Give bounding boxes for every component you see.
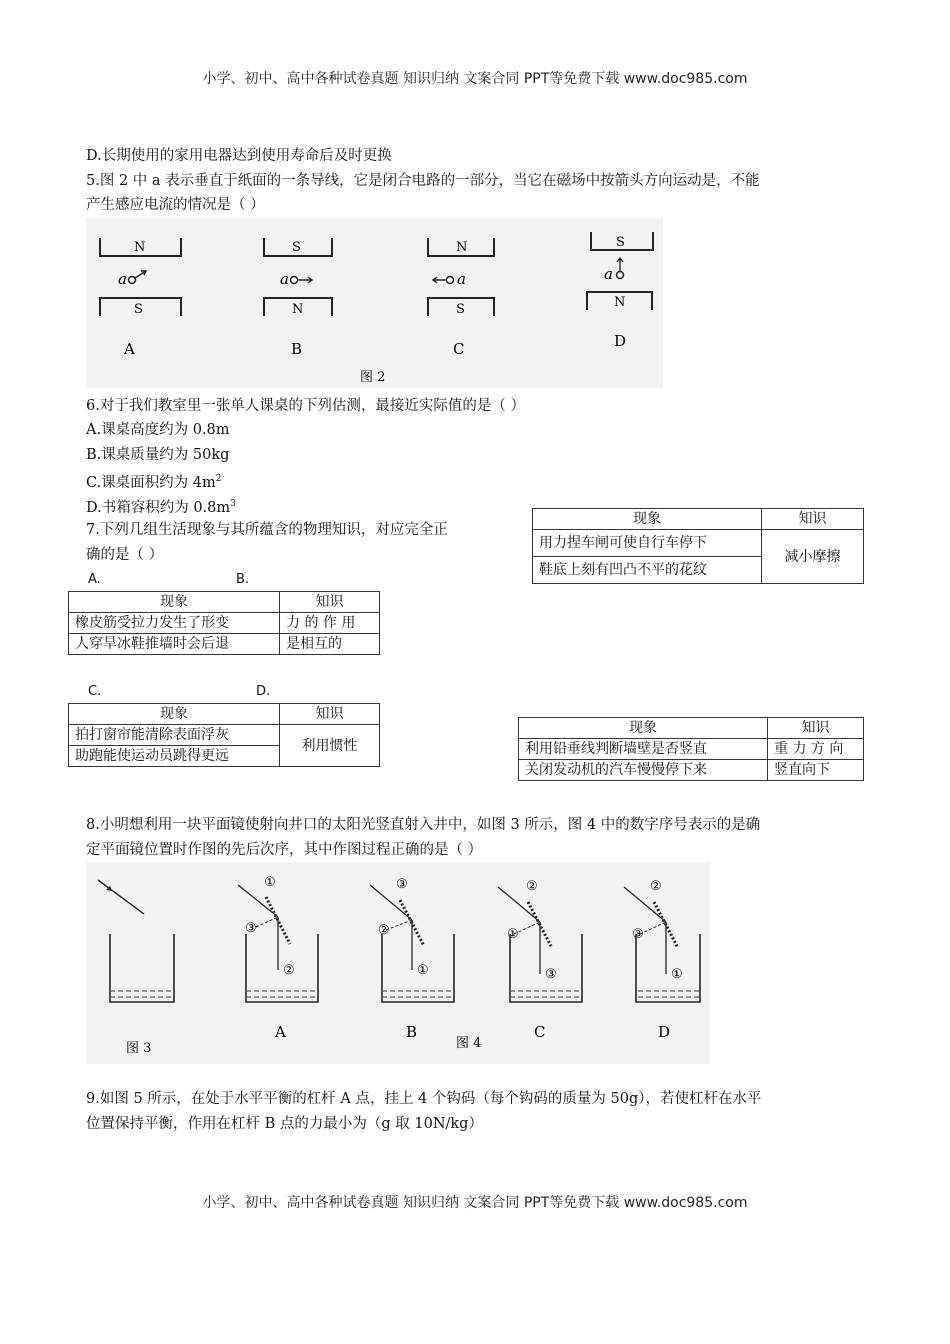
q4-option-d: D.长期使用的家用电器达到使用寿命后及时更换 bbox=[86, 148, 392, 164]
figure-3-4 bbox=[86, 862, 710, 1064]
fig2-c-wire-label: a bbox=[457, 270, 466, 288]
table-b-row2: 人穿旱冰鞋推墙时会后退 bbox=[69, 634, 280, 655]
q7-label-b: B. bbox=[236, 572, 250, 587]
q6-option-c-sup: 2 bbox=[215, 474, 222, 484]
q7-table-a bbox=[532, 508, 864, 584]
q6-option-d bbox=[86, 494, 236, 518]
table-b-row1: 橡皮筋受拉力发生了形变 bbox=[69, 613, 280, 634]
fig4-d-label: D bbox=[658, 1023, 671, 1041]
fig4-c-reflect-number: ③ bbox=[545, 967, 557, 982]
q7-table-d bbox=[518, 717, 864, 781]
table-c-row1: 拍打窗帘能清除表面浮灰 bbox=[69, 725, 280, 746]
fig2-d-top-pole: S bbox=[616, 235, 625, 250]
page-footer: 小学、初中、高中各种试卷真题 知识归纳 文案合同 PPT等免费下载 www.doc985.com bbox=[202, 1195, 748, 1211]
fig4-b-label: B bbox=[406, 1023, 418, 1041]
fig2-d-bottom-pole: N bbox=[614, 295, 626, 310]
table-d-row1: 利用铅垂线判断墙壁是否竖直 bbox=[519, 739, 768, 760]
q6-option-d-text: D.书箱容积约为 0.8m bbox=[86, 499, 231, 516]
fig4-a-reflect-number: ② bbox=[283, 963, 295, 978]
table-d-knowledge-1: 重 力 方 向 bbox=[768, 739, 864, 760]
fig2-c-top-pole: N bbox=[456, 240, 468, 255]
fig2-b-bottom-pole: N bbox=[292, 302, 304, 317]
fig4-panel-b bbox=[370, 877, 454, 1041]
fig2-a-wire bbox=[129, 277, 136, 284]
table-c-knowledge: 利用惯性 bbox=[280, 725, 380, 767]
fig2-panel-d bbox=[587, 232, 653, 350]
table-d-header-knowledge: 知识 bbox=[768, 718, 864, 739]
fig2-b-wire bbox=[291, 277, 298, 284]
page-header: 小学、初中、高中各种试卷真题 知识归纳 文案合同 PPT等免费下载 www.doc985.com bbox=[202, 71, 748, 87]
fig3-well bbox=[98, 880, 174, 1056]
fig4-panel-c bbox=[498, 879, 582, 1041]
table-a-header-phenomenon: 现象 bbox=[533, 509, 762, 530]
fig2-c-arrow-icon bbox=[433, 277, 446, 283]
q9-stem-line1: 9.如图 5 所示，在处于水平平衡的杠杆 A 点，挂上 4 个钩码（每个钩码的质量为 50g），若使杠杆在水平 bbox=[86, 1091, 762, 1107]
fig2-b-arrow-icon bbox=[298, 277, 312, 283]
fig4-d-reflect-number: ① bbox=[671, 967, 683, 982]
fig4-a-label: A bbox=[275, 1023, 286, 1041]
table-a-row1: 用力捏车闸可使自行车停下 bbox=[533, 530, 762, 557]
table-a-row2: 鞋底上刻有凹凸不平的花纹 bbox=[533, 557, 762, 584]
q7-stem-line2: 确的是（ ） bbox=[86, 547, 164, 563]
fig4-c-ray-number: ② bbox=[526, 879, 538, 894]
fig2-c-wire bbox=[447, 277, 454, 284]
table-a-header-knowledge: 知识 bbox=[762, 509, 864, 530]
q6-stem: 6.对于我们教室里一张单人课桌的下列估测，最接近实际值的是（ ） bbox=[86, 398, 525, 414]
fig2-d-wire bbox=[617, 272, 624, 279]
fig2-a-bottom-pole: S bbox=[134, 302, 143, 317]
q7-label-c: C. bbox=[88, 684, 102, 699]
fig4-b-normal-number: ② bbox=[378, 923, 390, 938]
fig2-caption: 图 2 bbox=[360, 370, 386, 385]
q7-stem-line1: 7.下列几组生活现象与其所蕴含的物理知识，对应完全正 bbox=[86, 522, 448, 538]
table-d-row2: 关闭发动机的汽车慢慢停下来 bbox=[519, 760, 768, 781]
fig2-b-top-pole: S bbox=[292, 240, 301, 255]
fig2-a-label: A bbox=[124, 340, 135, 358]
fig4-d-normal-number: ③ bbox=[632, 927, 644, 942]
q9-stem-line2: 位置保持平衡，作用在杠杆 B 点的力最小为（g 取 10N/kg） bbox=[86, 1116, 483, 1132]
q6-option-b: B.课桌质量约为 50kg bbox=[86, 447, 230, 463]
table-d-header-phenomenon: 现象 bbox=[519, 718, 768, 739]
table-b-knowledge-1: 力 的 作 用 bbox=[280, 613, 380, 634]
fig2-d-arrow-icon bbox=[617, 258, 623, 271]
q6-option-c-text: C.课桌面积约为 4m bbox=[86, 474, 216, 491]
fig2-d-wire-label: a bbox=[604, 265, 613, 283]
fig3-caption: 图 3 bbox=[126, 1041, 152, 1056]
figure-3-4-drawing bbox=[86, 862, 710, 1064]
q7-label-a: A. bbox=[88, 572, 101, 587]
figure-2 bbox=[86, 218, 663, 388]
table-c-row2: 助跑能使运动员跳得更远 bbox=[69, 746, 280, 767]
fig2-c-label: C bbox=[453, 340, 465, 358]
q8-stem-line2: 定平面镜位置时作图的先后次序，其中作图过程正确的是（ ） bbox=[86, 842, 483, 858]
fig4-d-ray-number: ② bbox=[650, 879, 662, 894]
fig4-a-normal-number: ③ bbox=[245, 921, 257, 936]
table-c-header-phenomenon: 现象 bbox=[69, 704, 280, 725]
fig4-c-normal-number: ① bbox=[507, 927, 519, 942]
fig2-a-top-pole: N bbox=[134, 240, 146, 255]
q8-stem-line1: 8.小明想利用一块平面镜使射向井口的太阳光竖直射入井中，如图 3 所示，图 4 中的数字序号表示的是确 bbox=[86, 817, 761, 833]
fig4-panel-d bbox=[624, 879, 700, 1041]
q6-option-d-sup: 3 bbox=[230, 499, 236, 509]
q7-table-b bbox=[68, 591, 380, 655]
fig2-panel-a bbox=[100, 238, 181, 358]
q5-stem-line2: 产生感应电流的情况是（ ） bbox=[86, 197, 265, 213]
fig2-a-arrow-icon bbox=[135, 271, 146, 278]
fig2-b-wire-label: a bbox=[280, 270, 289, 288]
q7-label-d: D. bbox=[256, 684, 271, 699]
q6-option-a: A.课桌高度约为 0.8m bbox=[86, 422, 230, 438]
q6-option-c bbox=[86, 469, 222, 493]
table-a-knowledge: 减小摩擦 bbox=[762, 530, 864, 584]
fig4-c-label: C bbox=[534, 1023, 546, 1041]
fig2-d-label: D bbox=[614, 332, 627, 350]
q5-stem-line1: 5.图 2 中 a 表示垂直于纸面的一条导线，它是闭合电路的一部分，当它在磁场中按箭头方向运动是，不能 bbox=[86, 173, 760, 189]
table-b-knowledge-2: 是相互的 bbox=[280, 634, 380, 655]
fig4-a-ray-number: ① bbox=[264, 875, 276, 890]
fig2-panel-c bbox=[428, 238, 494, 358]
table-b-header-knowledge: 知识 bbox=[280, 592, 380, 613]
fig4-b-ray-number: ③ bbox=[396, 877, 408, 892]
fig2-b-label: B bbox=[291, 340, 303, 358]
figure-2-drawing bbox=[86, 218, 663, 388]
table-c-header-knowledge: 知识 bbox=[280, 704, 380, 725]
q7-table-c bbox=[68, 703, 380, 767]
table-d-knowledge-2: 竖直向下 bbox=[768, 760, 864, 781]
fig2-a-wire-label: a bbox=[118, 270, 127, 288]
table-b-header-phenomenon: 现象 bbox=[69, 592, 280, 613]
fig4-b-reflect-number: ① bbox=[417, 963, 429, 978]
fig4-panel-a bbox=[238, 875, 318, 1041]
fig4-caption: 图 4 bbox=[456, 1036, 482, 1051]
fig2-c-bottom-pole: S bbox=[456, 302, 465, 317]
fig2-panel-b bbox=[264, 238, 332, 358]
